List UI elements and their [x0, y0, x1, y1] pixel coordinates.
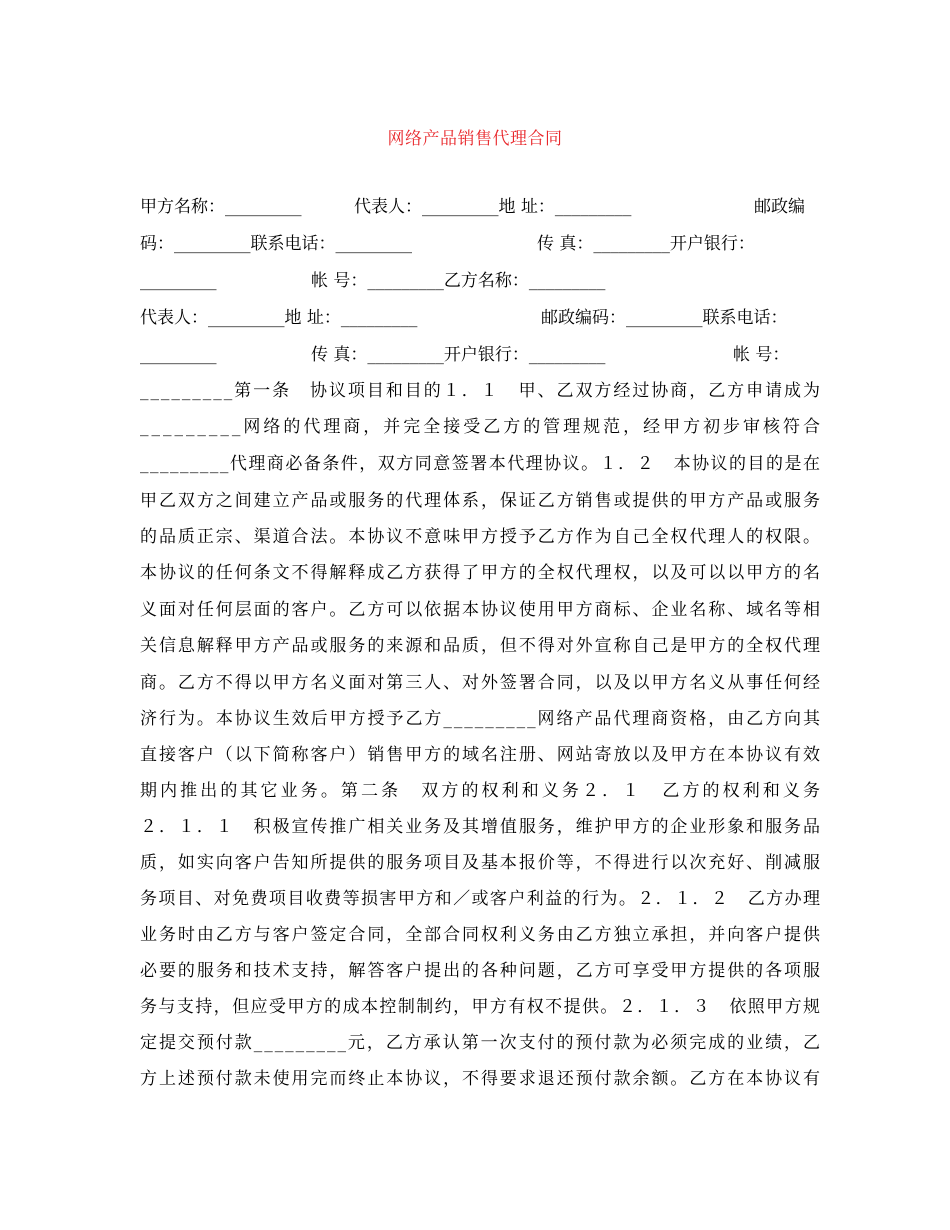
body-line: 本协议的任何条文不得解释成乙方获得了甲方的全权代理权，以及可以以甲方的名 — [140, 563, 822, 583]
body-line: 商。乙方不得以甲方名义面对第三人、对外签署合同，以及以甲方名义从事任何经 — [140, 673, 822, 693]
postcode-label-part: 邮政编 — [754, 197, 805, 217]
bank-blank-field: _________ — [140, 271, 217, 291]
body-line: 必要的服务和技术支持，解答客户提出的各种问题，乙方可享受甲方提供的各项服 — [140, 961, 822, 981]
body-line: 方上述预付款未使用完而终止本协议，不得要求退还预付款余额。乙方在本协议有 — [140, 1069, 822, 1089]
party-b-info-line-1 — [140, 303, 820, 333]
party-a-info-line-3 — [140, 266, 820, 296]
postcode-phone-field: 码：_________联系电话：_________ — [140, 234, 412, 254]
party-a-name-field: 甲方名称：_________ — [140, 197, 302, 217]
party-b-fax-bank-field: 传 真：_________开户银行：_________ — [311, 345, 606, 365]
fax-bank-field: 传 真：_________开户银行： — [537, 234, 755, 254]
party-b-phone-blank-field: _________ — [140, 345, 217, 365]
body-line: _________网络的代理商，并完全接受乙方的管理规范，经甲方初步审核符合 — [140, 417, 823, 437]
body-line: 务与支持，但应受甲方的成本控制制约，甲方有权不提供。２．１．３ 依照甲方规 — [140, 997, 822, 1017]
account-party-b-name-field: 帐 号：_________乙方名称：_________ — [311, 271, 606, 291]
document-title: 网络产品销售代理合同 — [387, 129, 563, 149]
body-line: 定提交预付款_________元，乙方承认第一次支付的预付款为必须完成的业绩，乙 — [140, 1033, 822, 1053]
party-b-account-field: 帐 号： — [733, 345, 790, 365]
body-line: ２．１．１ 积极宣传推广相关业务及其增值服务，维护甲方的企业形象和服务品 — [140, 817, 822, 837]
body-line: _________第一条 协议项目和目的１．１ 甲、乙双方经过协商，乙方申请成为 — [140, 381, 822, 401]
body-line: 直接客户（以下简称客户）销售甲方的域名注册、网站寄放以及甲方在本协议有效 — [140, 745, 822, 765]
body-line: 务项目、对免费项目收费等损害甲方和／或客户利益的行为。２．１．２ 乙方办理 — [140, 889, 822, 909]
party-b-info-line-2 — [140, 340, 820, 370]
body-line: _________代理商必备条件，双方同意签署本代理协议。１．２ 本协议的目的是在 — [140, 454, 822, 474]
party-b-rep-address-field: 代表人：_________地 址：_________ — [140, 308, 418, 328]
party-b-postcode-phone-field: 邮政编码：_________联系电话： — [541, 308, 788, 328]
party-a-rep-address-field: 代表人：_________地 址：_________ — [354, 197, 632, 217]
body-line: 业务时由乙方与客户签定合同，全部合同权利义务由乙方独立承担，并向客户提供 — [140, 925, 822, 945]
body-line: 质，如实向客户告知所提供的服务项目及基本报价等，不得进行以次充好、削减服 — [140, 853, 822, 873]
body-line: 甲乙双方之间建立产品或服务的代理体系，保证乙方销售或提供的甲方产品或服务 — [140, 491, 822, 511]
body-line: 关信息解释甲方产品或服务的来源和品质，但不得对外宣称自己是甲方的全权代理 — [140, 636, 822, 656]
body-line: 期内推出的其它业务。第二条 双方的权利和义务２．１ 乙方的权利和义务 — [140, 781, 824, 801]
body-line: 义面对任何层面的客户。乙方可以依据本协议使用甲方商标、企业名称、域名等相 — [140, 600, 822, 620]
body-line: 的品质正宗、渠道合法。本协议不意味甲方授予乙方作为自己全权代理人的权限。 — [140, 527, 822, 547]
body-line: 济行为。本协议生效后甲方授予乙方_________网络产品代理商资格，由乙方向其 — [140, 709, 822, 729]
party-a-info-line-1 — [140, 192, 820, 222]
party-a-info-line-2 — [140, 229, 820, 259]
